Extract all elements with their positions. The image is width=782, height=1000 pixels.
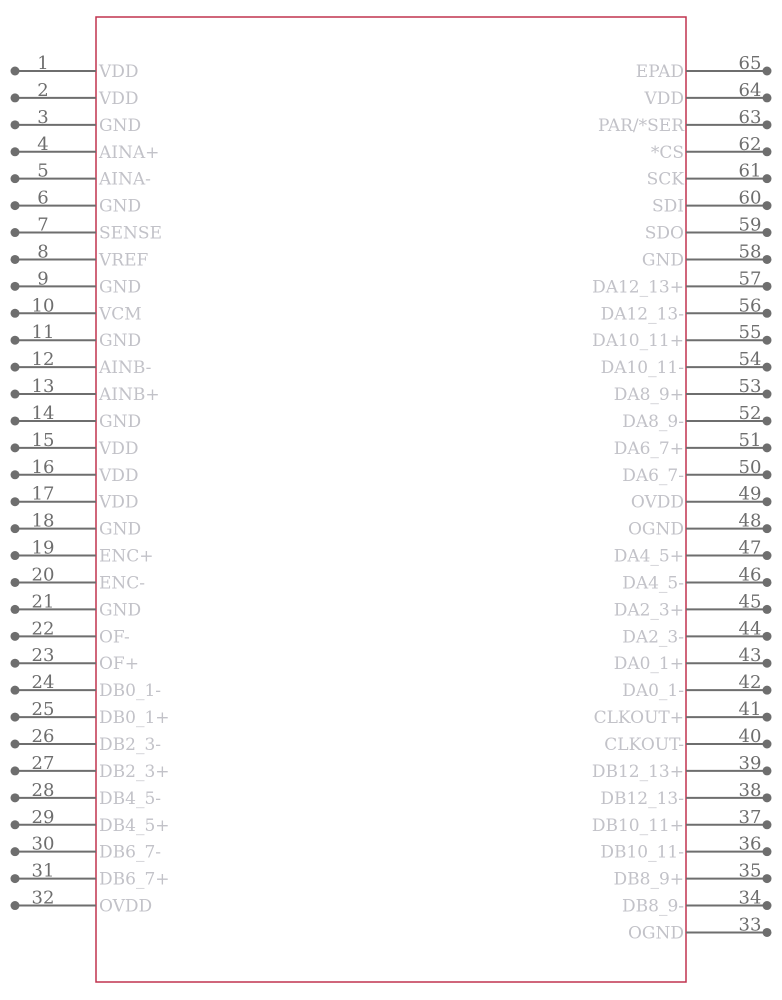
pin-number: 42 bbox=[738, 672, 762, 694]
pin-name-label: GND bbox=[99, 331, 142, 352]
pin-24 bbox=[11, 672, 162, 701]
pin-endpoint-dot bbox=[11, 713, 20, 722]
pin-27 bbox=[11, 753, 170, 782]
pin-name-label: AINB+ bbox=[99, 385, 160, 406]
pin-13 bbox=[11, 376, 160, 405]
pin-45 bbox=[614, 591, 772, 620]
pin-endpoint-dot bbox=[11, 740, 20, 749]
pin-number: 45 bbox=[738, 591, 762, 613]
pin-number: 52 bbox=[738, 402, 762, 424]
pin-number: 44 bbox=[738, 618, 762, 640]
pin-name-label: GND bbox=[99, 600, 142, 621]
pin-number: 6 bbox=[37, 187, 49, 209]
pin-number: 15 bbox=[31, 429, 55, 451]
pin-endpoint-dot bbox=[763, 282, 772, 291]
pin-endpoint-dot bbox=[11, 551, 20, 560]
pin-10 bbox=[11, 295, 142, 324]
pin-name-label: ENC+ bbox=[99, 546, 154, 567]
pin-endpoint-dot bbox=[11, 416, 20, 425]
pin-name-label: DB2_3- bbox=[99, 735, 161, 755]
pin-endpoint-dot bbox=[11, 847, 20, 856]
pin-name-label: DB0_1+ bbox=[99, 708, 170, 729]
pin-endpoint-dot bbox=[763, 847, 772, 856]
pin-endpoint-dot bbox=[763, 578, 772, 587]
pin-4 bbox=[11, 134, 160, 163]
pin-number: 56 bbox=[738, 295, 762, 317]
pin-endpoint-dot bbox=[763, 120, 772, 129]
pin-endpoint-dot bbox=[763, 255, 772, 264]
pin-number: 12 bbox=[31, 349, 55, 371]
pin-name-label: SDI bbox=[652, 196, 684, 217]
pin-endpoint-dot bbox=[11, 820, 20, 829]
pin-number: 59 bbox=[738, 214, 762, 236]
pin-12 bbox=[11, 349, 152, 378]
pin-52 bbox=[622, 403, 771, 432]
pin-30 bbox=[11, 834, 162, 863]
pin-name-label: DA6_7+ bbox=[613, 438, 684, 459]
pin-44 bbox=[622, 618, 771, 647]
pin-49 bbox=[631, 484, 772, 513]
pin-name-label: DB8_9- bbox=[622, 896, 684, 917]
pin-endpoint-dot bbox=[763, 93, 772, 102]
pin-21 bbox=[11, 591, 142, 620]
pin-number: 55 bbox=[738, 322, 762, 344]
pin-name-label: DB12_13- bbox=[600, 788, 684, 809]
pin-55 bbox=[592, 322, 771, 351]
pin-name-label: VDD bbox=[99, 88, 139, 109]
pin-name-label: CLKOUT+ bbox=[593, 708, 684, 729]
pin-number: 26 bbox=[31, 726, 55, 747]
pin-name-label: VDD bbox=[99, 438, 139, 459]
pin-name-label: OGND bbox=[627, 923, 684, 944]
pin-name-label: OVDD bbox=[630, 492, 684, 513]
pin-number: 47 bbox=[738, 537, 762, 559]
pin-64 bbox=[643, 80, 771, 109]
pin-name-label: DB6_7+ bbox=[99, 869, 170, 890]
pin-endpoint-dot bbox=[763, 470, 772, 479]
pin-endpoint-dot bbox=[11, 228, 20, 237]
pin-number: 32 bbox=[31, 887, 55, 909]
pin-28 bbox=[11, 780, 162, 809]
pin-name-label: DA10_11+ bbox=[592, 331, 684, 352]
pin-number: 16 bbox=[31, 456, 55, 478]
pin-name-label: GND bbox=[99, 196, 142, 217]
pin-59 bbox=[645, 215, 772, 244]
pin-endpoint-dot bbox=[11, 201, 20, 210]
pin-58 bbox=[642, 241, 772, 270]
pin-name-label: DB2_3+ bbox=[99, 761, 170, 782]
pin-name-label: VCM bbox=[99, 304, 142, 325]
pin-endpoint-dot bbox=[763, 605, 772, 614]
pin-number: 49 bbox=[738, 483, 762, 505]
pin-endpoint-dot bbox=[11, 309, 20, 318]
pin-name-label: DB4_5+ bbox=[99, 815, 170, 836]
pin-endpoint-dot bbox=[763, 740, 772, 749]
pin-6 bbox=[11, 188, 142, 217]
pin-number: 53 bbox=[738, 376, 762, 398]
pin-name-label: DB6_7- bbox=[99, 842, 161, 863]
pin-endpoint-dot bbox=[11, 390, 20, 399]
pin-name-label: DB10_11- bbox=[600, 842, 684, 863]
pin-number: 11 bbox=[31, 322, 55, 344]
pin-name-label: GND bbox=[99, 115, 142, 136]
pin-name-label: DA8_9+ bbox=[613, 385, 684, 406]
pin-5 bbox=[11, 161, 151, 190]
pin-51 bbox=[614, 430, 772, 459]
pin-endpoint-dot bbox=[11, 901, 20, 910]
pin-name-label: DA12_13- bbox=[600, 304, 684, 325]
pin-48 bbox=[628, 511, 772, 540]
pin-number: 51 bbox=[738, 429, 762, 451]
pin-number: 20 bbox=[31, 564, 55, 586]
pin-number: 30 bbox=[31, 833, 55, 855]
pin-number: 37 bbox=[738, 806, 762, 828]
pin-endpoint-dot bbox=[763, 443, 772, 452]
pin-name-label: DA0_1+ bbox=[613, 654, 684, 675]
pin-number: 25 bbox=[31, 699, 55, 721]
pin-number: 21 bbox=[31, 591, 55, 613]
pin-number: 63 bbox=[738, 106, 762, 128]
pin-name-label: DA6_7- bbox=[622, 465, 684, 486]
pin-number: 62 bbox=[738, 133, 762, 155]
pin-25 bbox=[11, 699, 170, 728]
component-body-outline bbox=[96, 17, 686, 982]
pin-name-label: ENC- bbox=[99, 573, 146, 594]
pin-endpoint-dot bbox=[11, 174, 20, 183]
pin-endpoint-dot bbox=[763, 713, 772, 722]
pin-endpoint-dot bbox=[763, 416, 772, 425]
right-pin-group bbox=[592, 53, 772, 943]
pin-name-label: VDD bbox=[99, 62, 139, 82]
pin-endpoint-dot bbox=[11, 632, 20, 641]
pin-number: 22 bbox=[31, 618, 55, 640]
pin-number: 17 bbox=[31, 483, 55, 505]
pin-name-label: GND bbox=[99, 519, 142, 540]
pin-name-label: OF+ bbox=[99, 654, 139, 675]
pin-number: 43 bbox=[738, 645, 762, 667]
pin-number: 60 bbox=[738, 187, 762, 209]
pin-endpoint-dot bbox=[763, 228, 772, 237]
pin-name-label: SDO bbox=[644, 223, 684, 244]
pin-62 bbox=[651, 134, 772, 163]
pin-2 bbox=[11, 80, 139, 109]
pin-endpoint-dot bbox=[763, 147, 772, 156]
pin-endpoint-dot bbox=[763, 686, 772, 695]
pin-number: 13 bbox=[31, 376, 55, 398]
pin-name-label: DB8_9+ bbox=[613, 869, 684, 890]
pin-43 bbox=[614, 645, 772, 674]
pin-47 bbox=[614, 538, 772, 567]
pin-name-label: DB12_13+ bbox=[591, 761, 684, 782]
pin-17 bbox=[11, 484, 139, 513]
pin-39 bbox=[592, 753, 772, 782]
pin-endpoint-dot bbox=[763, 174, 772, 183]
pin-37 bbox=[592, 807, 772, 836]
pin-18 bbox=[11, 511, 142, 540]
pin-name-label: *CS bbox=[650, 142, 684, 163]
pin-42 bbox=[622, 672, 771, 701]
pin-23 bbox=[11, 645, 139, 674]
pin-7 bbox=[11, 215, 163, 244]
pin-endpoint-dot bbox=[11, 336, 20, 345]
pin-endpoint-dot bbox=[11, 605, 20, 614]
pin-name-label: DB4_5- bbox=[99, 788, 161, 809]
pin-number: 14 bbox=[31, 402, 55, 424]
pin-name-label: SENSE bbox=[99, 223, 162, 244]
pin-number: 39 bbox=[738, 752, 762, 774]
pin-number: 28 bbox=[31, 779, 55, 801]
pin-46 bbox=[622, 564, 771, 593]
pin-endpoint-dot bbox=[763, 874, 772, 883]
pin-name-label: DA2_3- bbox=[622, 627, 684, 648]
pin-endpoint-dot bbox=[763, 524, 772, 533]
pin-1 bbox=[11, 53, 139, 82]
pin-name-label: DA12_13+ bbox=[592, 277, 684, 298]
pin-name-label: AINB- bbox=[99, 358, 152, 379]
pin-name-label: GND bbox=[99, 411, 142, 432]
pin-name-label: AINA- bbox=[99, 169, 151, 190]
pin-endpoint-dot bbox=[11, 497, 20, 506]
pin-26 bbox=[11, 726, 162, 755]
pin-14 bbox=[11, 403, 142, 432]
pin-endpoint-dot bbox=[763, 309, 772, 318]
pin-57 bbox=[592, 268, 771, 297]
pin-number: 24 bbox=[31, 672, 55, 694]
pin-number: 19 bbox=[31, 537, 55, 559]
pin-number: 18 bbox=[31, 510, 55, 532]
pin-name-label: SCK bbox=[646, 169, 684, 190]
pin-number: 1 bbox=[37, 53, 49, 74]
pin-33 bbox=[628, 914, 772, 943]
pin-number: 4 bbox=[37, 133, 49, 155]
pin-number: 64 bbox=[738, 79, 762, 101]
pin-name-label: DA10_11- bbox=[600, 358, 684, 379]
pin-number: 34 bbox=[738, 887, 762, 909]
pin-35 bbox=[614, 861, 772, 890]
pin-endpoint-dot bbox=[763, 632, 772, 641]
pin-22 bbox=[11, 618, 130, 647]
pin-name-label: VREF bbox=[99, 250, 149, 271]
pin-number: 23 bbox=[31, 645, 55, 667]
pin-endpoint-dot bbox=[763, 820, 772, 829]
pin-endpoint-dot bbox=[763, 336, 772, 345]
pin-endpoint-dot bbox=[11, 578, 20, 587]
pin-number: 3 bbox=[37, 106, 49, 128]
pin-name-label: VDD bbox=[99, 465, 139, 486]
pin-name-label: DA2_3+ bbox=[613, 600, 684, 621]
pin-endpoint-dot bbox=[11, 147, 20, 156]
pin-endpoint-dot bbox=[11, 659, 20, 668]
pin-8 bbox=[11, 241, 149, 270]
pin-endpoint-dot bbox=[11, 120, 20, 129]
pin-number: 36 bbox=[738, 833, 762, 855]
pin-number: 35 bbox=[738, 860, 762, 882]
pin-number: 58 bbox=[738, 241, 762, 263]
pin-endpoint-dot bbox=[11, 766, 20, 775]
pin-number: 27 bbox=[31, 752, 55, 774]
pin-name-label: DA0_1- bbox=[622, 681, 684, 702]
pin-number: 10 bbox=[31, 295, 55, 317]
pin-number: 29 bbox=[31, 806, 55, 828]
pin-endpoint-dot bbox=[763, 901, 772, 910]
pin-name-label: VDD bbox=[99, 492, 139, 513]
pin-number: 2 bbox=[37, 79, 49, 101]
pin-name-label: AINA+ bbox=[99, 142, 160, 163]
pin-name-label: EPAD bbox=[635, 62, 684, 82]
pin-41 bbox=[594, 699, 772, 728]
pin-number: 50 bbox=[738, 456, 762, 478]
pin-endpoint-dot bbox=[11, 524, 20, 533]
pin-name-label: DA8_9- bbox=[622, 411, 684, 432]
pin-number: 46 bbox=[738, 564, 762, 586]
pin-endpoint-dot bbox=[11, 67, 20, 76]
pin-20 bbox=[11, 564, 146, 593]
pin-number: 54 bbox=[738, 349, 762, 371]
pin-endpoint-dot bbox=[763, 793, 772, 802]
pin-endpoint-dot bbox=[11, 363, 20, 372]
pin-number: 40 bbox=[738, 726, 762, 747]
pin-number: 31 bbox=[31, 860, 55, 882]
pin-number: 5 bbox=[37, 160, 49, 182]
pin-endpoint-dot bbox=[763, 201, 772, 210]
pin-endpoint-dot bbox=[11, 470, 20, 479]
pin-endpoint-dot bbox=[11, 282, 20, 291]
pin-61 bbox=[647, 161, 772, 190]
pin-34 bbox=[622, 888, 772, 917]
pin-53 bbox=[614, 376, 772, 405]
pin-number: 7 bbox=[37, 214, 49, 236]
pin-endpoint-dot bbox=[763, 551, 772, 560]
pin-40 bbox=[604, 726, 771, 755]
left-pin-group bbox=[11, 53, 170, 917]
pin-endpoint-dot bbox=[763, 390, 772, 399]
pin-name-label: OGND bbox=[627, 519, 684, 540]
pin-31 bbox=[11, 861, 170, 890]
pin-65 bbox=[636, 53, 772, 82]
pin-name-label: DA4_5- bbox=[622, 573, 684, 594]
pin-50 bbox=[622, 457, 771, 486]
pin-3 bbox=[11, 107, 142, 136]
pin-endpoint-dot bbox=[11, 255, 20, 264]
pin-number: 9 bbox=[37, 268, 49, 290]
pin-60 bbox=[652, 188, 772, 217]
pin-endpoint-dot bbox=[11, 686, 20, 695]
pin-32 bbox=[11, 888, 153, 917]
pin-endpoint-dot bbox=[763, 659, 772, 668]
pin-name-label: OF- bbox=[99, 627, 130, 648]
pin-29 bbox=[11, 807, 170, 836]
pin-endpoint-dot bbox=[11, 874, 20, 883]
pin-11 bbox=[11, 322, 142, 351]
pin-15 bbox=[11, 430, 139, 459]
pin-number: 48 bbox=[738, 510, 762, 532]
pin-endpoint-dot bbox=[11, 93, 20, 102]
pin-name-label: OVDD bbox=[99, 896, 153, 917]
pin-63 bbox=[598, 107, 772, 136]
pin-number: 57 bbox=[738, 268, 762, 290]
pin-endpoint-dot bbox=[763, 928, 772, 937]
pin-9 bbox=[11, 268, 142, 297]
pin-name-label: DA4_5+ bbox=[613, 546, 684, 567]
pin-number: 33 bbox=[738, 914, 762, 936]
pin-number: 61 bbox=[738, 160, 762, 182]
pin-endpoint-dot bbox=[763, 363, 772, 372]
pin-name-label: VDD bbox=[644, 88, 684, 109]
pin-number: 65 bbox=[738, 53, 762, 74]
pin-name-label: DB10_11+ bbox=[591, 815, 684, 836]
pin-name-label: PAR/*SER bbox=[597, 115, 684, 136]
pin-16 bbox=[11, 457, 139, 486]
pin-name-label: GND bbox=[641, 250, 684, 271]
pin-endpoint-dot bbox=[11, 793, 20, 802]
pin-name-label: GND bbox=[99, 277, 142, 298]
pin-number: 41 bbox=[738, 699, 762, 721]
pin-number: 8 bbox=[37, 241, 49, 263]
pin-endpoint-dot bbox=[11, 443, 20, 452]
pin-name-label: DB0_1- bbox=[99, 681, 161, 702]
pin-endpoint-dot bbox=[763, 497, 772, 506]
pin-number: 38 bbox=[738, 779, 762, 801]
pin-19 bbox=[11, 538, 154, 567]
pin-endpoint-dot bbox=[763, 766, 772, 775]
pin-name-label: CLKOUT- bbox=[604, 735, 684, 755]
pin-endpoint-dot bbox=[763, 67, 772, 76]
